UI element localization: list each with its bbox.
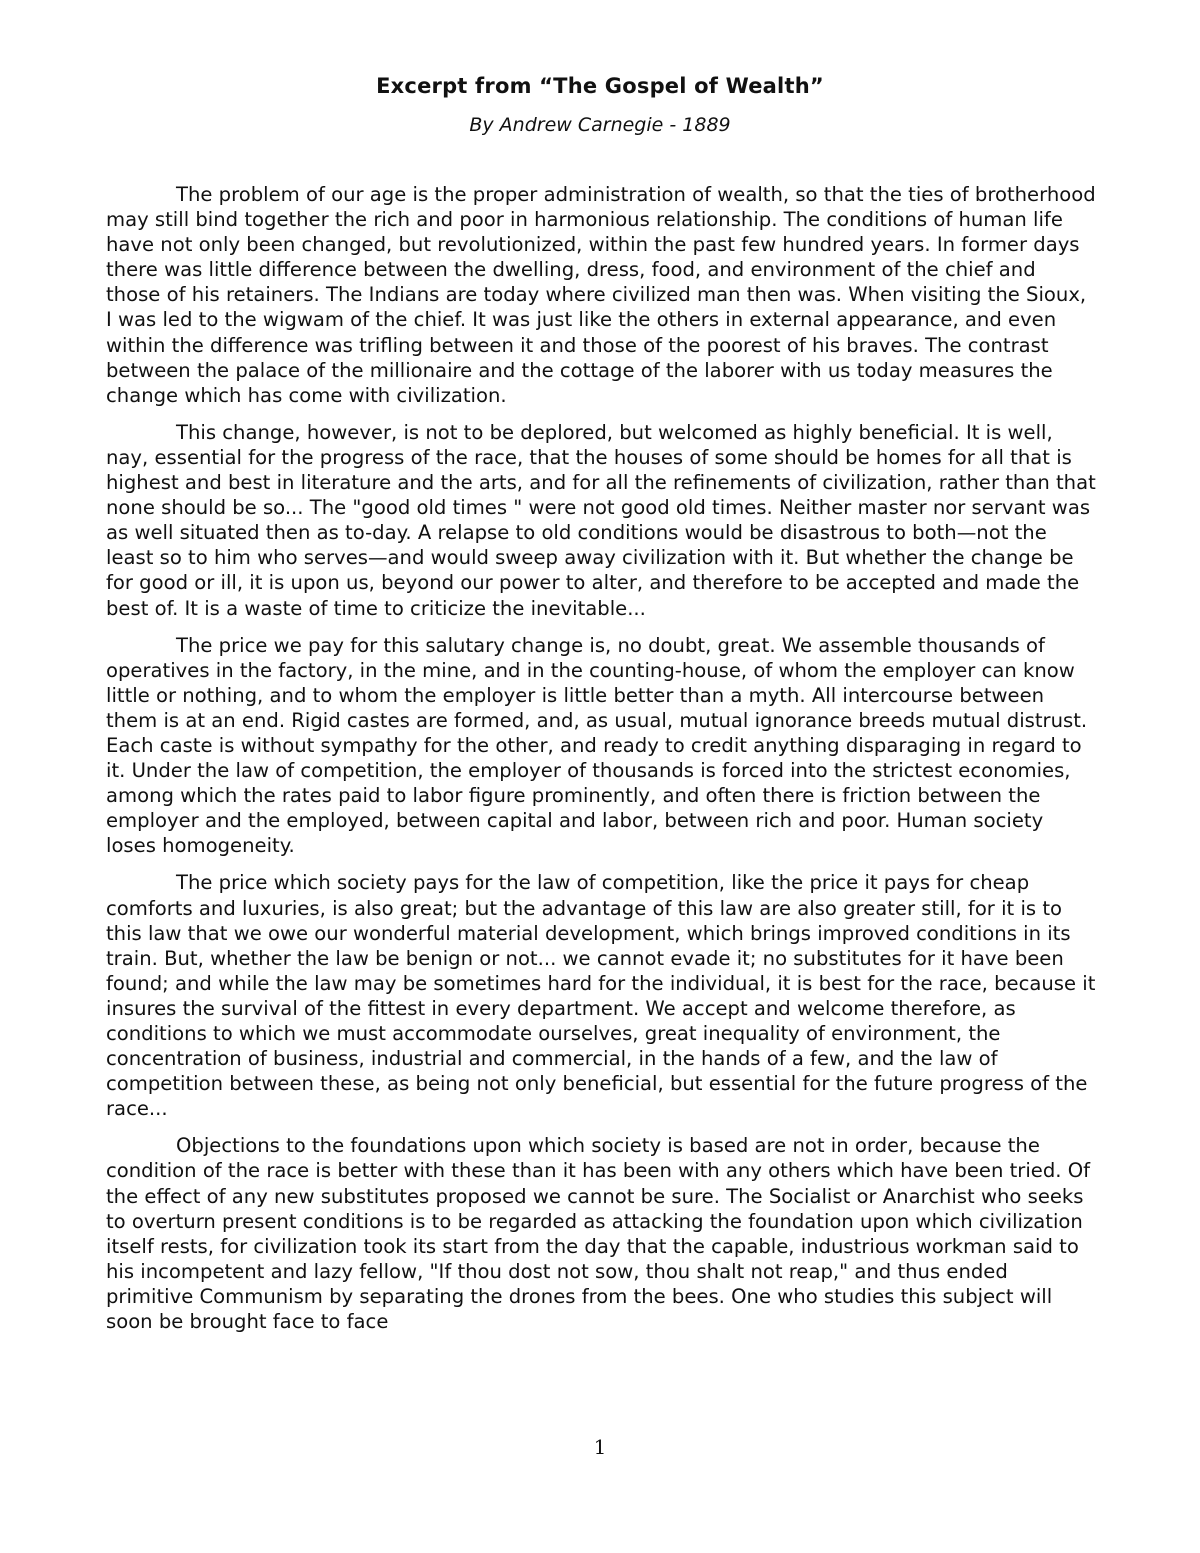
paragraph-3: The price we pay for this salutary change is, no doubt, great. We assemble thousands of operatives in the factory, in the mine, and in the counting-house, of whom the employer can know little or nothing, and to whom the employer is little better than a myth. All intercourse between them is at an end. Rigid castes are formed, and, as usual, mutual ignorance breeds mutual distrust. Each caste is without sympathy for the other, and ready to credit anything disparaging in regard to it. Under the law of competition, the employer of thousands is forced into the strictest economies, among which the rates paid to labor figure prominently, and often there is friction between the employer and the employed, between capital and labor, between rich and poor. Human society loses homogeneity. [106, 633, 1088, 858]
document-body [106, 182, 1096, 1346]
paragraph-2: This change, however, is not to be deplored, but welcomed as highly beneficial. It is well, nay, essential for the progress of the race, that the houses of some should be homes for all that is highest and best in literature and the arts, and for all the refinements of civilization, rather than that none should be so... The "good old times " were not good old times. Neither master nor servant was as well situated then as to-day. A relapse to old conditions would be disastrous to both—not the least so to him who serves—and would sweep away civilization with it. But whether the change be for good or ill, it is upon us, beyond our power to alter, and therefore to be accepted and made the best of. It is a waste of time to criticize the inevitable... [106, 420, 1096, 620]
paragraph-1: The problem of our age is the proper administration of wealth, so that the ties of brotherhood may still bind together the rich and poor in harmonious relationship. The conditions of human life have not only been changed, but revolutionized, within the past few hundred years. In former days there was little difference between the dwelling, dress, food, and environment of the chief and those of his retainers. The Indians are today where civilized man then was. When visiting the Sioux, I was led to the wigwam of the chief. It was just like the others in external appearance, and even within the difference was trifling between it and those of the poorest of his braves. The contrast between the palace of the millionaire and the cottage of the laborer with us today measures the change which has come with civilization. [106, 183, 1096, 407]
page-number: 1 [593, 1435, 607, 1459]
document-byline: By Andrew Carnegie - 1889 [469, 114, 731, 136]
paragraph-5: Objections to the foundations upon which society is based are not in order, because the condition of the race is better with these than it has been with any others which have been tried. Of the effect of any new substitutes proposed we cannot be sure. The Socialist or Anarchist who seeks to overturn present conditions is to be regarded as attacking the foundation upon which civilization itself rests, for civilization took its start from the day that the capable, industrious workman said to his incompetent and lazy fellow, "If thou dost not sow, thou shalt not reap," and thus ended primitive Communism by separating the drones from the bees. One who studies this subject will soon be brought face to face [106, 1134, 1091, 1334]
document-title: Excerpt from “The Gospel of Wealth” [376, 74, 824, 98]
paragraph-4: The price which society pays for the law of competition, like the price it pays for cheap comforts and luxuries, is also great; but the advantage of this law are also greater still, for it is to this law that we owe our wonderful material development, which brings improved conditions in its train. But, whether the law be benign or not... we cannot evade it; no substitutes for it have been found; and while the law may be sometimes hard for the individual, it is best for the race, because it insures the survival of the fittest in every department. We accept and welcome therefore, as conditions to which we must accommodate ourselves, great inequality of environment, the concentration of business, industrial and commercial, in the hands of a few, and the law of competition between these, as being not only beneficial, but essential for the future progress of the race... [106, 871, 1096, 1121]
